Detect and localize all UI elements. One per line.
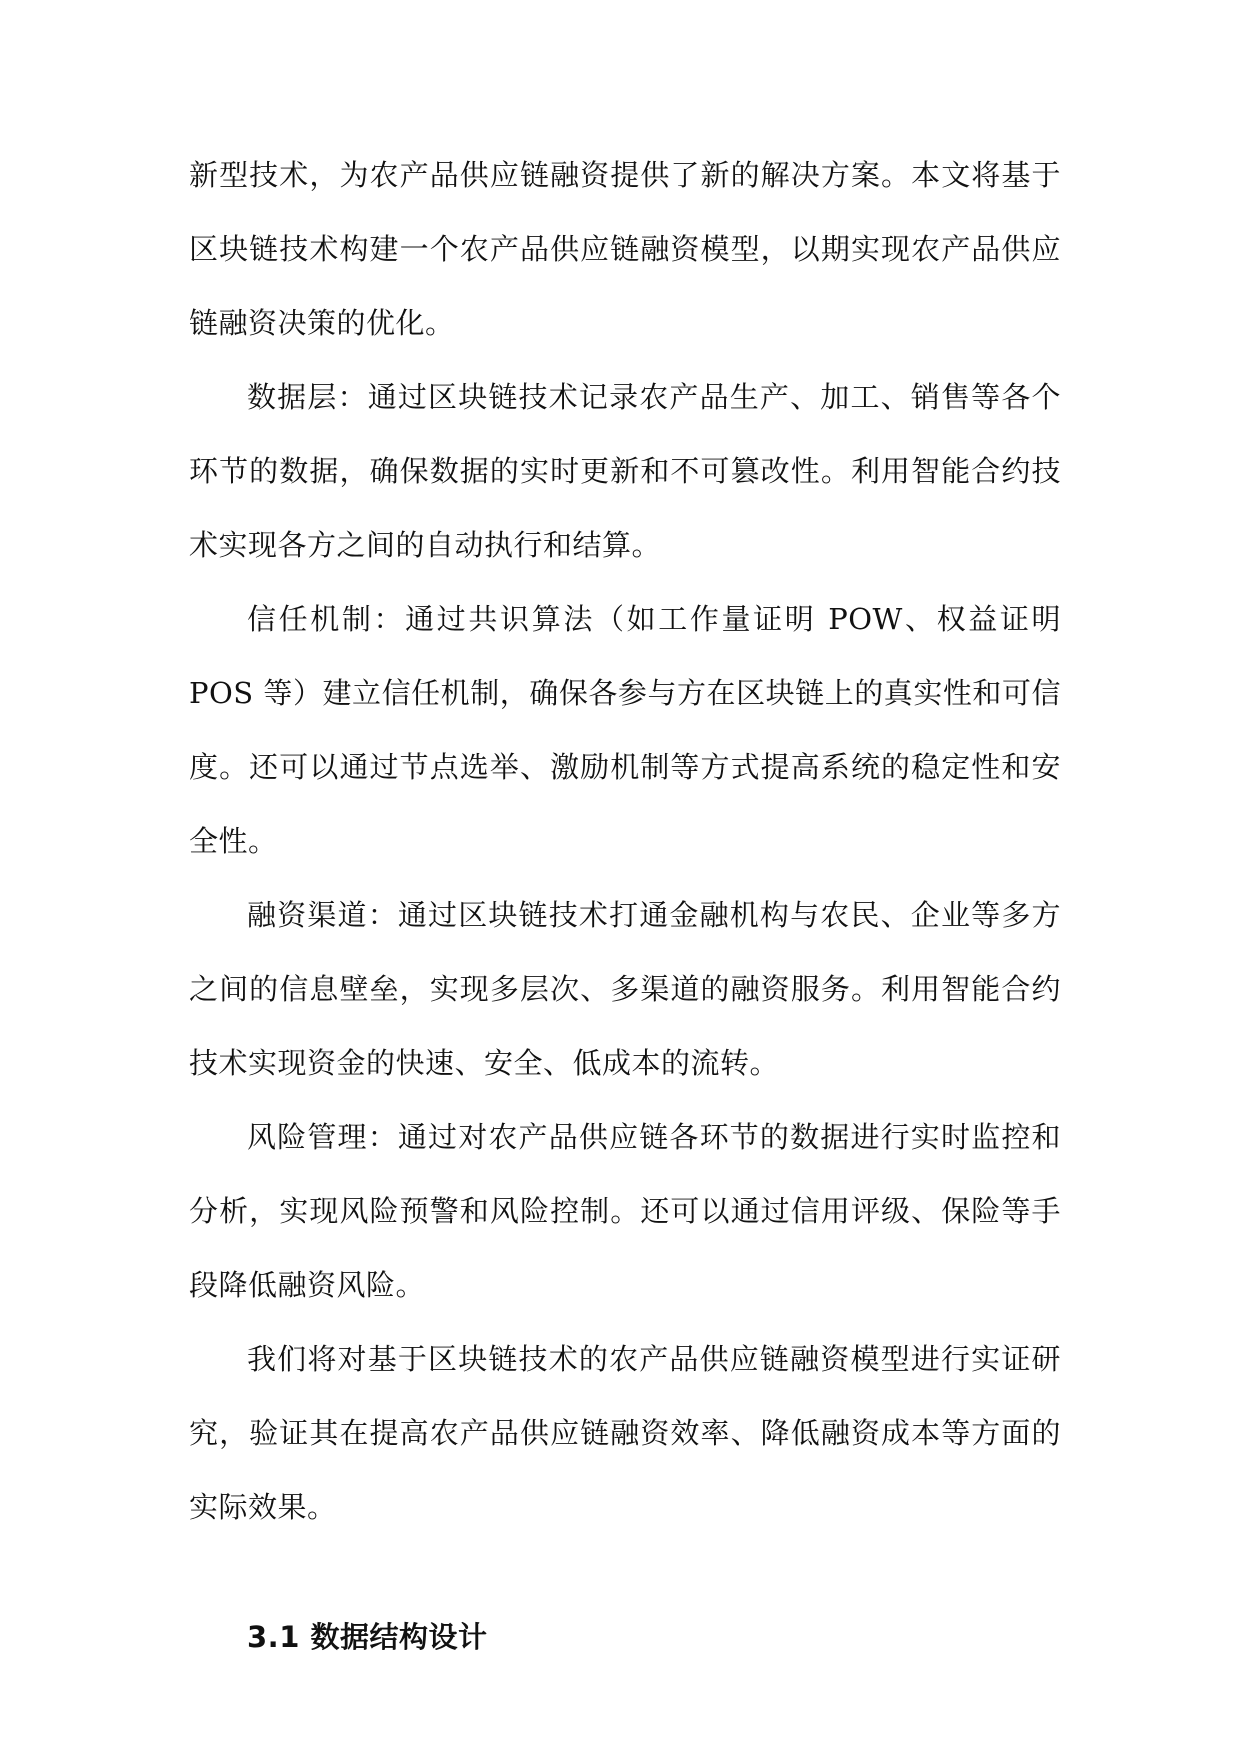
paragraph-financing-channel: 融资渠道：通过区块链技术打通金融机构与农民、企业等多方之间的信息壁垒，实现多层次、多渠道的融资服务。利用智能合约技术实现资金的快速、安全、低成本的流转。 <box>189 898 1061 1080</box>
document-body <box>189 138 1061 1674</box>
paragraph-intro-continuation: 新型技术，为农产品供应链融资提供了新的解决方案。本文将基于区块链技术构建一个农产品供应链融资模型，以期实现农产品供应链融资决策的优化。 <box>189 158 1061 340</box>
paragraph-data-layer: 数据层：通过区块链技术记录农产品生产、加工、销售等各个环节的数据，确保数据的实时更新和不可篡改性。利用智能合约技术实现各方之间的自动执行和结算。 <box>189 380 1061 562</box>
paragraph-trust-mechanism: 信任机制：通过共识算法（如工作量证明 POW、权益证明 POS 等）建立信任机制，确保各参与方在区块链上的真实性和可信度。还可以通过节点选举、激励机制等方式提高系统的稳定性和安全性。 <box>189 602 1061 858</box>
section-heading: 3.1 数据结构设计 <box>247 1620 488 1654</box>
paragraph-risk-management: 风险管理：通过对农产品供应链各环节的数据进行实时监控和分析，实现风险预警和风险控制。还可以通过信用评级、保险等手段降低融资风险。 <box>189 1120 1061 1302</box>
paragraph-empirical-study: 我们将对基于区块链技术的农产品供应链融资模型进行实证研究，验证其在提高农产品供应链融资效率、降低融资成本等方面的实际效果。 <box>189 1342 1061 1524</box>
